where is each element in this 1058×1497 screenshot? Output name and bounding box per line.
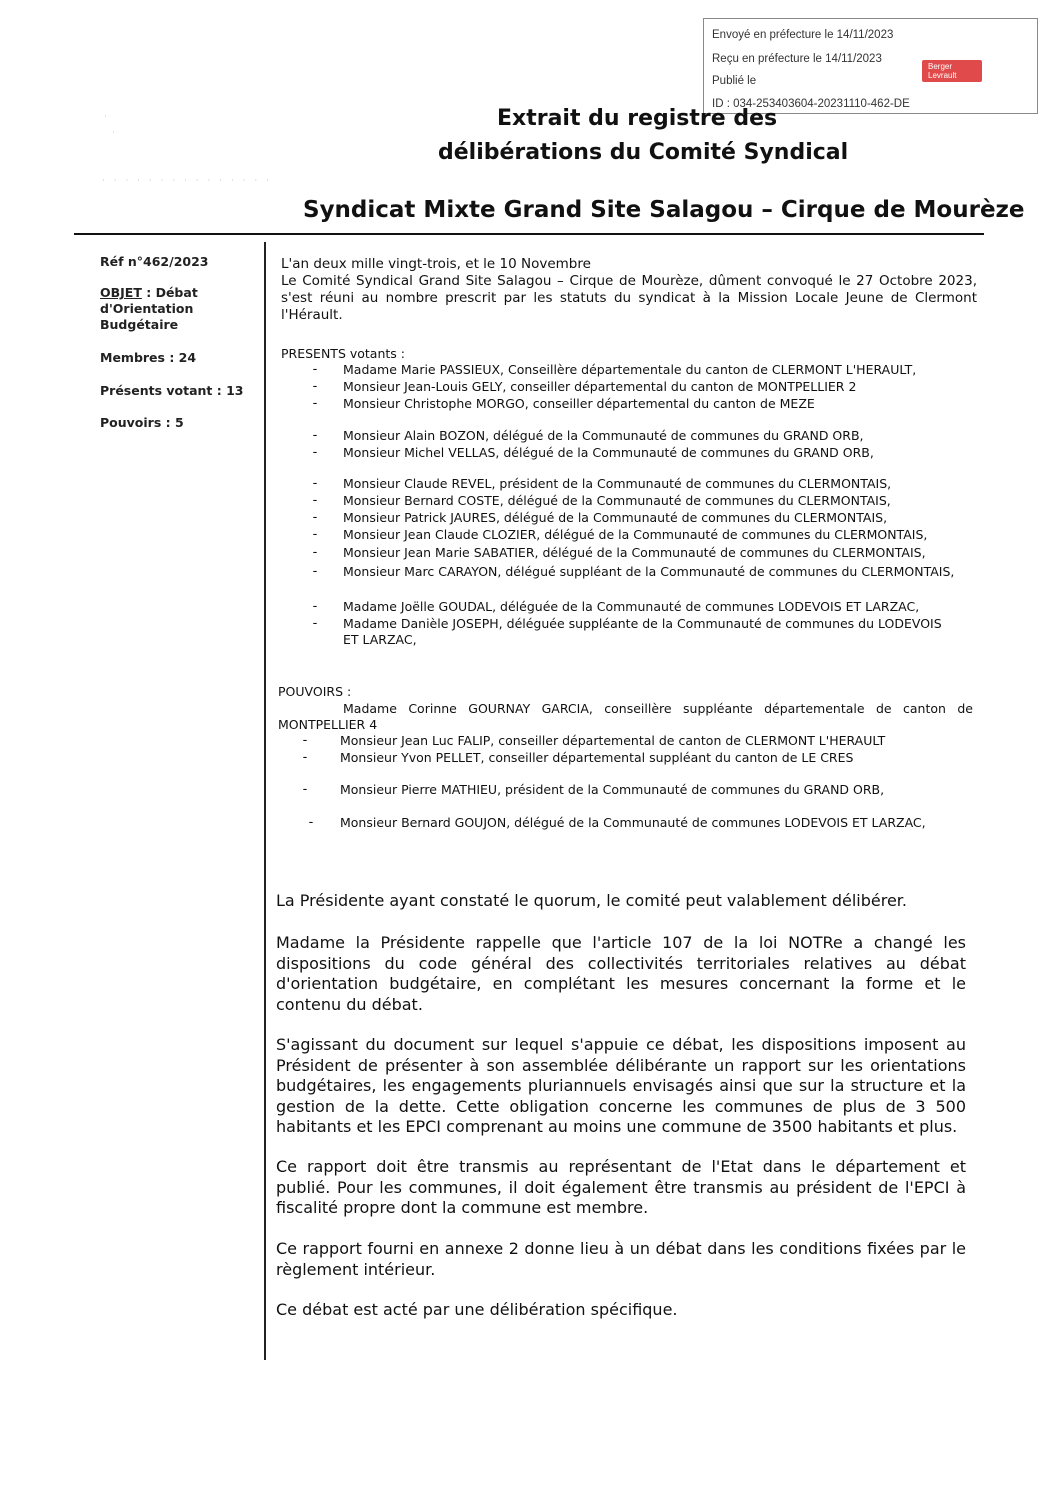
list-dash: - (312, 396, 318, 411)
scan-mark: · (112, 128, 115, 138)
stamp-id: ID : 034-253403604-20231110-462-DE (712, 98, 910, 110)
paragraph-quorum: La Présidente ayant constaté le quorum, le comité peut valablement délibérer. (276, 891, 907, 910)
list-dash: - (312, 527, 318, 542)
list-dash: - (312, 493, 318, 508)
intro-date: L'an deux mille vingt-trois, et le 10 Novembre (281, 256, 591, 272)
list-dash: - (312, 599, 318, 614)
list-item: Monsieur Patrick JAURES, délégué de la Communauté de communes du CLERMONTAIS, (343, 510, 888, 525)
list-item-continued: ET LARZAC, (343, 632, 417, 647)
list-item: Monsieur Jean Claude CLOZIER, délégué de la Communauté de communes du CLERMONTAIS, (343, 527, 928, 542)
scan-mark: · (104, 112, 107, 122)
objet-line-2: d'Orientation (100, 301, 194, 316)
list-dash: - (312, 510, 318, 525)
paragraph-document: S'agissant du document sur lequel s'appuie ce débat, les dispositions imposent au Président de présenter à son assemblée délibérante un rapport sur les orientations budgétaires, les engagements pluriannuels envisagés ainsi que sur la structure et la gestion de la dette. Cette obligation concerne les communes de plus de 3 500 habitants et les EPCI comprenant au moins une commune de 3500 habitants et plus. (276, 1035, 966, 1136)
list-dash: - (308, 815, 314, 830)
list-dash: - (302, 733, 308, 748)
berger-levrault-logo: Berger Levrault (922, 60, 982, 82)
objet-line-3: Budgétaire (100, 317, 179, 332)
pouvoirs-heading: POUVOIRS : (278, 684, 352, 699)
list-dash: - (302, 750, 308, 765)
stamp-received-date: Reçu en préfecture le 14/11/2023 (712, 53, 882, 65)
pouvoir-item: Monsieur Jean Luc FALIP, conseiller départemental de canton de CLERMONT L'HERAULT (340, 733, 886, 748)
stamp-published: Publié le (712, 75, 757, 87)
list-item: Monsieur Jean-Louis GELY, conseiller départemental du canton de MONTPELLIER 2 (343, 379, 857, 394)
pouvoir-item: Monsieur Bernard GOUJON, délégué de la Communauté de communes LODEVOIS ET LARZAC, (340, 815, 926, 830)
presents-count: Présents votant : 13 (100, 383, 244, 398)
list-dash: - (312, 445, 318, 460)
objet-label: OBJET (100, 285, 142, 300)
organisation-name: Syndicat Mixte Grand Site Salagou – Cirque de Mourèze (303, 197, 1025, 223)
list-dash: - (302, 782, 308, 797)
stamp-sent-date: Envoyé en préfecture le 14/11/2023 (712, 29, 894, 41)
presents-heading: PRESENTS votants : (281, 346, 405, 361)
list-dash: - (312, 564, 318, 579)
title-line-1: Extrait du registre des (497, 106, 778, 131)
list-item: Monsieur Marc CARAYON, délégué suppléant de la Communauté de communes du CLERMONTAIS, (343, 564, 955, 579)
list-dash: - (312, 379, 318, 394)
paragraph-annexe: Ce rapport fourni en annexe 2 donne lieu à un débat dans les conditions fixées par le règlement intérieur. (276, 1239, 966, 1279)
list-item: Madame Danièle JOSEPH, déléguée suppléante de la Communauté de communes du LODEVOIS (343, 616, 942, 631)
list-dash: - (312, 362, 318, 377)
list-dash: - (312, 428, 318, 443)
paragraph-loi-notre: Madame la Présidente rappelle que l'article 107 de la loi NOTRe a changé les dispositions du code général des collectivités territoriales relatives au débat d'orientation budgétaire, en complétant les mesures concernant la forme et le contenu du débat. (276, 933, 966, 1014)
pouvoir-item: Monsieur Pierre MATHIEU, président de la Communauté de communes du GRAND ORB, (340, 782, 885, 797)
paragraph-transmission: Ce rapport doit être transmis au représentant de l'Etat dans le département et publié. Pour les communes, il doit également être transmis au président de l'EPCI à fiscalité propre dont la commune est membre. (276, 1157, 966, 1217)
list-item: Madame Joëlle GOUDAL, déléguée de la Communauté de communes LODEVOIS ET LARZAC, (343, 599, 920, 614)
list-item: Monsieur Michel VELLAS, délégué de la Communauté de communes du GRAND ORB, (343, 445, 874, 460)
header-rule (74, 233, 984, 235)
membres-count: Membres : 24 (100, 350, 197, 365)
prefecture-stamp (703, 18, 1038, 114)
list-item: Monsieur Alain BOZON, délégué de la Communauté de communes du GRAND ORB, (343, 428, 864, 443)
list-dash: - (312, 616, 318, 631)
list-item: Monsieur Bernard COSTE, délégué de la Communauté de communes du CLERMONTAIS, (343, 493, 891, 508)
title-line-2: délibérations du Comité Syndical (438, 140, 849, 165)
list-item: Monsieur Christophe MORGO, conseiller départemental du canton de MEZE (343, 396, 815, 411)
objet-text: : Débat (141, 285, 198, 300)
scan-mark: · · · · · · · · · · · · · · · (102, 176, 272, 186)
pouvoir-item-first-continued: MONTPELLIER 4 (278, 717, 378, 732)
intro-convocation: Le Comité Syndical Grand Site Salagou – Cirque de Mourèze, dûment convoqué le 27 Octobre 2023, s'est réuni au nombre prescrit par les statuts du syndicat à la Mission Locale Jeune de Clermont l'Hérault. (281, 273, 977, 323)
list-item: Monsieur Jean Marie SABATIER, délégué de la Communauté de communes du CLERMONTAIS, (343, 545, 926, 560)
objet-block (100, 285, 250, 333)
reference-number: Réf n°462/2023 (100, 254, 209, 269)
list-dash: - (312, 476, 318, 491)
list-item: Monsieur Claude REVEL, président de la Communauté de communes du CLERMONTAIS, (343, 476, 892, 491)
pouvoir-item: Monsieur Yvon PELLET, conseiller départemental suppléant du canton de LE CRES (340, 750, 854, 765)
paragraph-deliberation: Ce débat est acté par une délibération spécifique. (276, 1300, 678, 1319)
list-dash: - (312, 545, 318, 560)
pouvoirs-count: Pouvoirs : 5 (100, 415, 184, 430)
list-item: Madame Marie PASSIEUX, Conseillère départementale du canton de CLERMONT L'HERAULT, (343, 362, 917, 377)
pouvoir-item-first: Madame Corinne GOURNAY GARCIA, conseillère suppléante départementale de canton de (343, 701, 973, 716)
margin-rule (264, 242, 266, 1360)
